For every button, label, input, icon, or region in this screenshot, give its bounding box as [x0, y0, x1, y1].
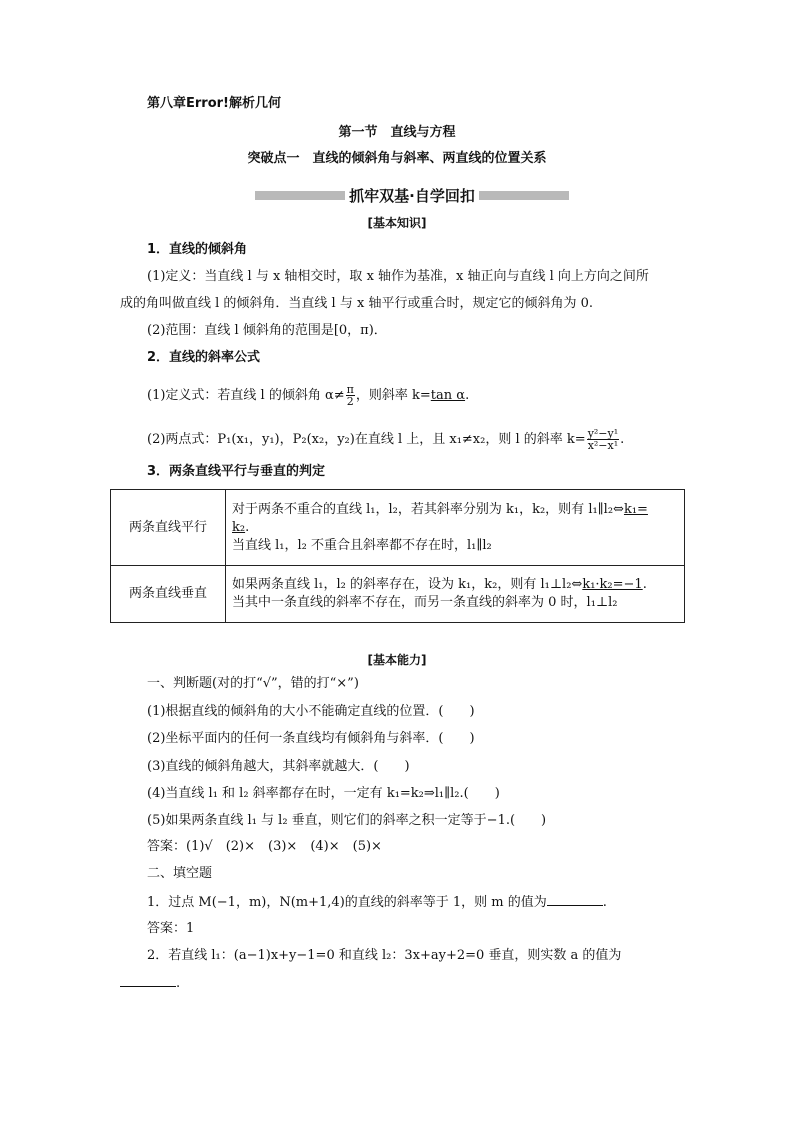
- section-title: 第一节 直线与方程: [338, 125, 456, 140]
- parallel-perpendicular-table: [110, 489, 685, 623]
- perpendicular-condition: 如果两条直线 l₁，l₂ 的斜率存在，设为 k₁，k₂，则有 l₁⊥l₂⇔k₁·k₂=−1. 当其中一条直线的斜率不存在，而另一条直线的斜率为 0 时，l₁⊥l₂: [226, 566, 685, 623]
- item2-slope-definition: (1)定义式：若直线 l 的倾斜角 α≠ $\frac{\pi}{2}$ ，则斜率 k=tan α.: [147, 383, 470, 408]
- answer-blank: [120, 974, 176, 987]
- judge-item: (5)如果两条直线 l₁ 与 l₂ 垂直，则它们的斜率之积一定等于−1.( ): [147, 813, 547, 828]
- parallel-label: 两条直线平行: [111, 490, 226, 566]
- topic-title: 突破点一 直线的倾斜角与斜率、两直线的位置关系: [247, 151, 547, 166]
- item1-definition-line2: 成的角叫做直线 l 的倾斜角．当直线 l 与 x 轴平行或重合时，规定它的倾斜角为 0.: [120, 296, 593, 311]
- banner-label: 抓牢双基·自学回扣: [345, 187, 479, 205]
- fill-section-title: 二、填空题: [147, 866, 213, 881]
- judge-item: (1)根据直线的倾斜角的大小不能确定直线的位置．( ): [147, 704, 475, 719]
- fill-question-1: 1．过点 M(−1，m)，N(m+1,4)的直线的斜率等于 1，则 m 的值为 .: [147, 895, 607, 910]
- basic-knowledge-heading: [基本知识]: [367, 216, 427, 230]
- basic-ability-heading: [基本能力]: [367, 653, 427, 667]
- table-row: [111, 490, 685, 566]
- item1-range: (2)范围：直线 l 倾斜角的范围是[0，π)．: [147, 323, 387, 338]
- slope-fraction: $\frac{\text{y²−y¹}}{\text{x²−x¹}}$: [587, 427, 619, 452]
- item1-title: 1．直线的倾斜角: [147, 242, 248, 257]
- fill-question-2: 2．若直线 l₁：(a−1)x+y−1=0 和直线 l₂：3x+ay+2=0 垂直，则实数 a 的值为: [147, 948, 622, 963]
- parallel-condition: 对于两条不重合的直线 l₁，l₂，若其斜率分别为 k₁，k₂，则有 l₁∥l₂⇔k₁= k₂. 当直线 l₁，l₂ 不重合且斜率都不存在时，l₁∥l₂: [226, 490, 685, 566]
- table-row: [111, 566, 685, 623]
- section-banner: [255, 186, 569, 204]
- chapter-title: 第八章Error!解析几何: [147, 96, 281, 111]
- item2-title: 2．直线的斜率公式: [147, 350, 261, 365]
- pi-over-2-fraction: $\frac{\pi}{2}$: [346, 383, 354, 408]
- fill-answer-1: 答案：1: [147, 921, 195, 936]
- item2-two-point-formula: (2)两点式：P₁(x₁，y₁)，P₂(x₂，y₂)在直线 l 上，且 x₁≠x₂，则 l 的斜率 k= $\frac{\text{y²−y¹}}{\text{x²−x¹}}$ .: [147, 427, 625, 452]
- item3-title: 3．两条直线平行与垂直的判定: [147, 464, 326, 479]
- judge-answer: 答案：(1)√ (2)× (3)× (4)× (5)×: [147, 839, 382, 854]
- perpendicular-label: 两条直线垂直: [111, 566, 226, 623]
- item1-definition-line1: (1)定义：当直线 l 与 x 轴相交时，取 x 轴作为基准，x 轴正向与直线 l 向上方向之间所: [147, 269, 649, 284]
- judge-item: (3)直线的倾斜角越大，其斜率就越大．( ): [147, 759, 410, 774]
- tan-alpha-answer: tan α: [430, 388, 466, 403]
- judge-section-title: 一、判断题(对的打“√”，错的打“×”): [147, 676, 359, 691]
- fill-question-2-blank-line: .: [120, 974, 180, 993]
- judge-item: (2)坐标平面内的任何一条直线均有倾斜角与斜率．( ): [147, 731, 475, 746]
- answer-blank: [547, 893, 603, 906]
- judge-item: (4)当直线 l₁ 和 l₂ 斜率都存在时，一定有 k₁=k₂⇒l₁∥l₂.( ): [147, 786, 500, 801]
